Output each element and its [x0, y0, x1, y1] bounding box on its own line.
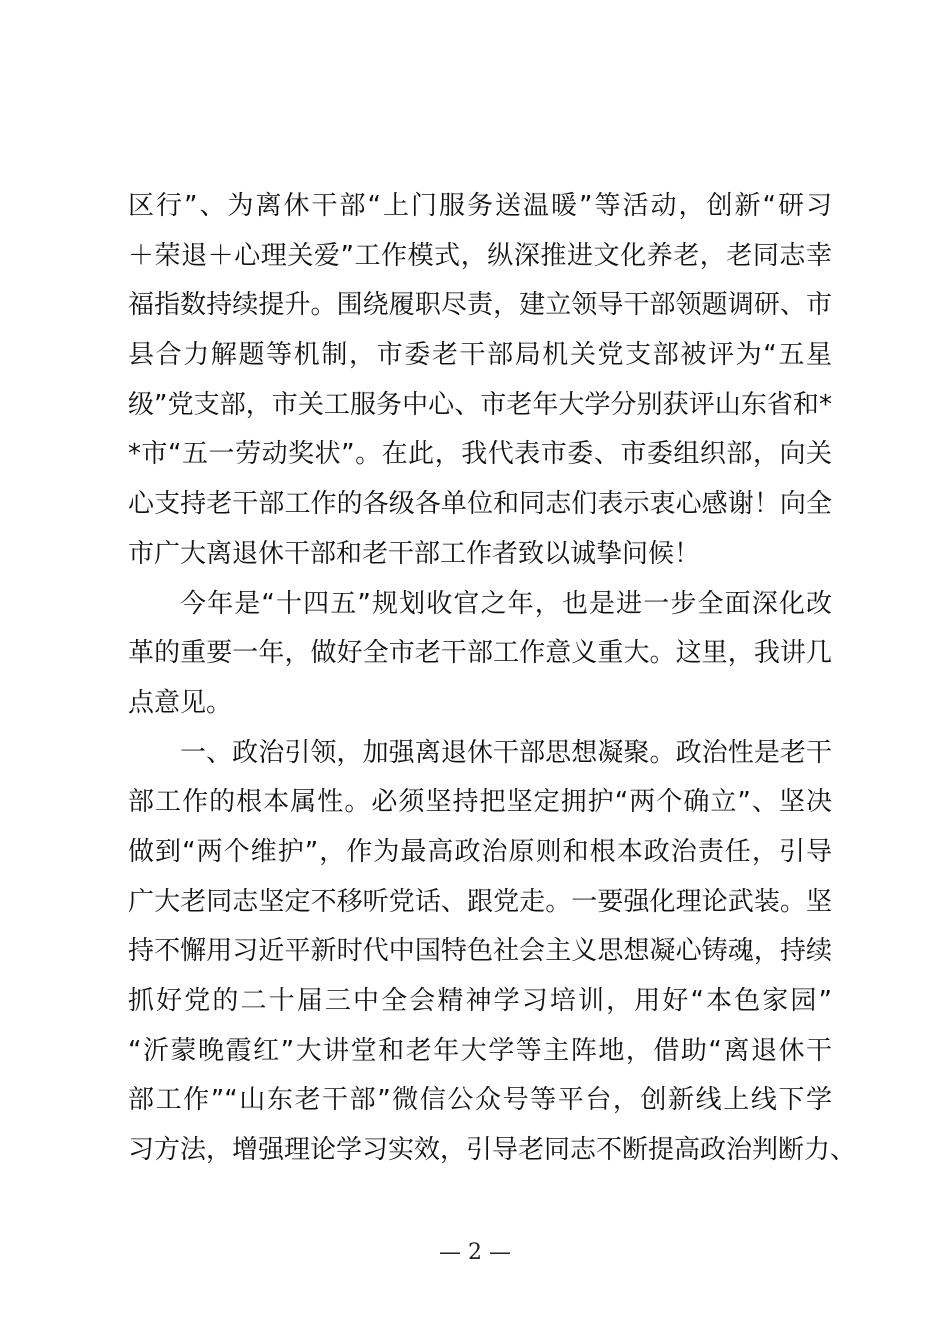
- text-line: 部工作的根本属性。必须坚持把坚定拥护“两个确立”、坚决: [128, 787, 832, 818]
- text-line: 广大老同志坚定不移听党话、跟党走。一要强化理论武装。坚: [128, 886, 832, 917]
- text-line: 做到“两个维护”，作为最高政治原则和根本政治责任，引导: [128, 836, 832, 867]
- text-line: *市“五一劳动奖状”。在此，我代表市委、市委组织部，向关: [128, 439, 832, 470]
- text-line: 一、政治引领，加强离退休干部思想凝聚。政治性是老干: [180, 737, 832, 768]
- text-line: 福指数持续提升。围绕履职尽责，建立领导干部领题调研、市: [128, 290, 832, 321]
- text-line: “沂蒙晚霞红”大讲堂和老年大学等主阵地，借助“离退休干: [128, 1035, 832, 1066]
- text-line: 今年是“十四五”规划收官之年，也是进一步全面深化改: [180, 588, 832, 619]
- text-line: 区行”、为离休干部“上门服务送温暖”等活动，创新“研习: [128, 191, 832, 221]
- text-line: 点意见。: [128, 687, 233, 718]
- text-line: 持不懈用习近平新时代中国特色社会主义思想凝心铸魂，持续: [128, 936, 832, 967]
- text-line: 级”党支部，市关工服务中心、市老年大学分别获评山东省和*: [128, 389, 832, 420]
- text-line: 心支持老干部工作的各级各单位和同志们表示衷心感谢！向全: [128, 489, 832, 520]
- text-line: 革的重要一年，做好全市老干部工作意义重大。这里，我讲几: [128, 638, 832, 669]
- page-number: — 2 —: [439, 1240, 511, 1265]
- text-line: 部工作”“山东老干部”微信公众号等平台，创新线上线下学: [128, 1085, 832, 1116]
- text-line: 习方法，增强理论学习实效，引导老同志不断提高政治判断力、: [128, 1135, 857, 1166]
- text-line: 县合力解题等机制，市委老干部局机关党支部被评为“五星: [128, 340, 832, 371]
- text-line: ＋荣退＋心理关爱”工作模式，纵深推进文化养老，老同志幸: [128, 240, 832, 271]
- body-text: [128, 182, 857, 1176]
- text-line: 市广大离退休干部和老干部工作者致以诚挚问候！: [128, 538, 701, 569]
- text-line: 抓好党的二十届三中全会精神学习培训，用好“本色家园”: [128, 986, 832, 1016]
